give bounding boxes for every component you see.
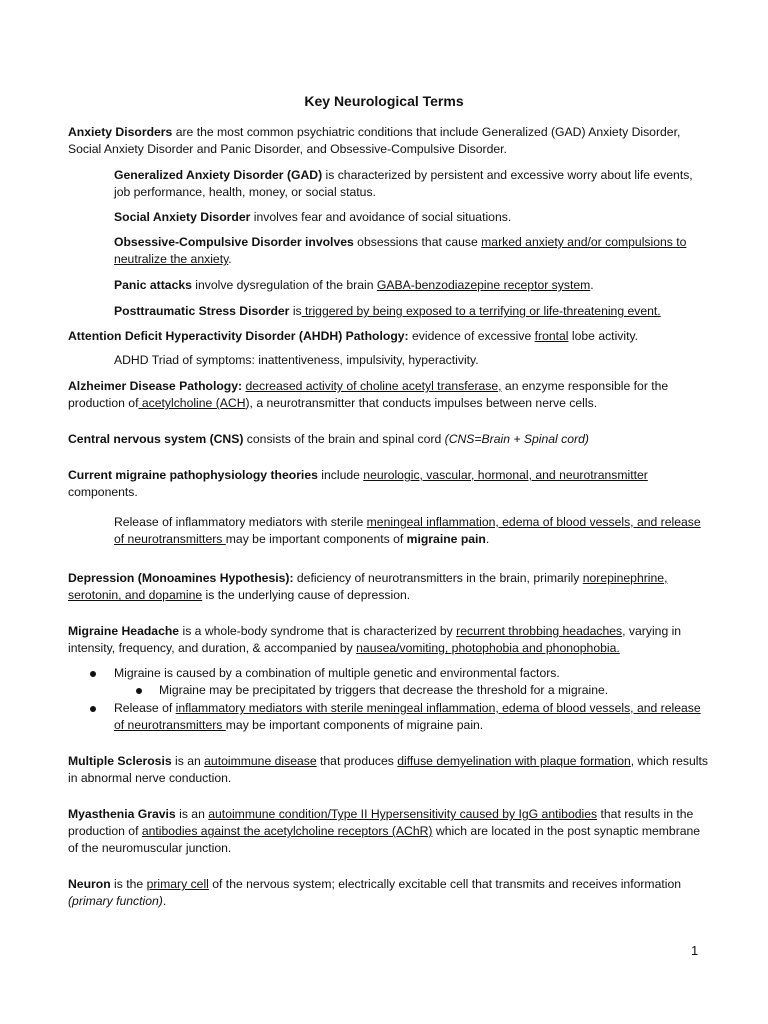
depression-underlined: norepinephrine, serotonin, and dopamine xyxy=(68,571,668,603)
term-ocd: Obsessive-Compulsive Disorder involves xyxy=(114,235,354,249)
term-ms: Multiple Sclerosis xyxy=(68,754,172,768)
bullet-2-text-end: may be important components of migraine pain. xyxy=(225,718,484,733)
term-migraine-headache: Migraine Headache xyxy=(68,624,180,638)
ptsd-underlined: triggered by being exposed to a terrifying or life-threatening event. xyxy=(301,304,661,318)
bullet-2-text: Release of xyxy=(114,701,176,715)
ocd-paragraph xyxy=(114,234,708,268)
bullet-dot xyxy=(90,706,96,712)
term-adhd: Attention Deficit Hyperactivity Disorder (AHDH) Pathology: xyxy=(68,329,409,343)
term-ptsd: Posttraumatic Stress Disorder xyxy=(114,304,290,318)
ms-underlined-1: autoimmune disease xyxy=(204,754,317,768)
neuron-paragraph xyxy=(68,876,708,910)
social-text: involves fear and avoidance of social situations. xyxy=(250,210,512,224)
ms-text: is an xyxy=(171,754,205,768)
term-social: Social Anxiety Disorder xyxy=(114,210,251,224)
cns-italic: (CNS=Brain + Spinal cord) xyxy=(444,432,589,446)
migraine-release-paragraph xyxy=(114,514,708,548)
bullet-dot-nested xyxy=(136,688,142,694)
term-migraine-theory: Current migraine pathophysiology theories xyxy=(68,468,318,482)
migraine-release-text-2: may be important components of xyxy=(225,532,407,547)
bullet-2-underlined: inflammatory mediators with sterile meningeal inflammation, edema of blood vessels, and release of neurotransmitters xyxy=(114,701,701,733)
panic-paragraph xyxy=(114,277,708,294)
gad-paragraph xyxy=(114,167,708,201)
term-neuron: Neuron xyxy=(68,877,111,891)
migraine-theory-text-end: components. xyxy=(68,485,138,500)
panic-text-end: . xyxy=(590,278,594,292)
migraine-release-bold: migraine pain xyxy=(406,532,486,547)
neuron-text-end: . xyxy=(162,894,167,909)
mg-underlined-2: antibodies against the acetylcholine receptors (AChR) xyxy=(141,824,433,839)
adhd-underlined: frontal xyxy=(534,329,569,343)
migraine-theory-text: include xyxy=(317,468,364,482)
ocd-text-end: . xyxy=(228,252,232,267)
migraine-release-text: Release of inflammatory mediators with sterile xyxy=(114,515,367,529)
ms-paragraph xyxy=(68,753,708,787)
adhd-paragraph xyxy=(68,328,708,345)
ocd-underlined: marked anxiety and/or compulsions to neutralize the anxiety xyxy=(114,235,687,267)
anxiety-text: are the most common psychiatric conditions that include Generalized (GAD) Anxiety Disorder, Social Anxiety Disorder and Panic Disorder, and Obsessive-Compulsive Disorder. xyxy=(68,125,681,157)
neuron-underlined: primary cell xyxy=(146,877,209,891)
term-mg: Myasthenia Gravis xyxy=(68,807,176,821)
cns-paragraph xyxy=(68,431,708,448)
mg-underlined-1: autoimmune condition/Type II Hypersensitivity caused by IgG antibodies xyxy=(208,807,598,821)
migraine-headache-paragraph xyxy=(68,623,708,657)
ms-text-2: that produces xyxy=(316,754,398,768)
page-title: Key Neurological Terms xyxy=(304,93,464,109)
migraine-theory-underlined: neurologic, vascular, hormonal, and neurotransmitter xyxy=(363,468,648,482)
neuron-text-2: of the nervous system; electrically excitable cell that transmits and receives information xyxy=(208,877,682,891)
term-anxiety: Anxiety Disorders xyxy=(68,125,173,139)
mg-text-2: that results in the production of xyxy=(68,807,694,839)
alzheimer-paragraph xyxy=(68,378,708,412)
alzheimer-text-end: ), a neurotransmitter that conducts impulses between nerve cells. xyxy=(245,396,598,411)
bullet-item-1: Migraine is caused by a combination of multiple genetic and environmental factors. xyxy=(114,666,560,680)
mg-text: is an xyxy=(175,807,209,821)
neuron-italic: (primary function) xyxy=(68,894,163,909)
page-number: 1 xyxy=(691,943,699,958)
bullet-dot xyxy=(90,671,96,677)
depression-paragraph xyxy=(68,570,708,604)
social-paragraph xyxy=(114,209,708,226)
mg-paragraph xyxy=(68,806,708,858)
term-gad: Generalized Anxiety Disorder (GAD) xyxy=(114,168,323,182)
adhd-text-end: lobe activity. xyxy=(568,329,639,343)
bullet-item-2 xyxy=(114,700,708,734)
bullet-item-1a: Migraine may be precipitated by triggers that decrease the threshold for a migraine. xyxy=(159,683,609,697)
mg-text-end: which are located in the post synaptic membrane of the neuromuscular junction. xyxy=(68,824,701,856)
depression-text-end: is the underlying cause of depression. xyxy=(202,588,411,603)
migraine-release-underlined: meningeal inflammation, edema of blood vessels, and release of neurotransmitters xyxy=(114,515,701,547)
migraine-theory-paragraph xyxy=(68,467,708,501)
ptsd-text: is xyxy=(289,304,302,318)
term-depression: Depression (Monoamines Hypothesis): xyxy=(68,571,294,585)
anxiety-paragraph xyxy=(68,124,708,158)
migraine-release-text-end: . xyxy=(485,532,490,547)
adhd-triad: ADHD Triad of symptoms: inattentiveness, impulsivity, hyperactivity. xyxy=(114,353,479,367)
panic-text: involve dysregulation of the brain xyxy=(191,278,377,292)
migraine-headache-underlined-2: nausea/vomiting, photophobia and phonophobia. xyxy=(356,641,620,656)
alzheimer-text: an enzyme responsible for the production of xyxy=(68,379,669,411)
gad-text: is characterized by persistent and excessive worry about life events, job performance, health, money, or social status. xyxy=(114,168,693,200)
term-alzheimer: Alzheimer Disease Pathology: xyxy=(68,379,243,393)
alzheimer-underlined-2: acetylcholine (ACH xyxy=(138,396,246,411)
ms-underlined-2: diffuse demyelination with plaque formation xyxy=(397,754,631,768)
migraine-headache-underlined-1: recurrent throbbing headaches xyxy=(456,624,623,638)
ptsd-paragraph xyxy=(114,303,708,320)
alzheimer-underlined-1: decreased activity of choline acetyl transferase, xyxy=(245,379,502,393)
cns-text: consists of the brain and spinal cord xyxy=(243,432,445,446)
neuron-text: is the xyxy=(110,877,147,891)
term-cns: Central nervous system (CNS) xyxy=(68,432,244,446)
migraine-headache-text: is a whole-body syndrome that is characterized by xyxy=(179,624,457,638)
ms-text-end: , which results in abnormal nerve conduction. xyxy=(68,754,708,786)
panic-underlined: GABA-benzodiazepine receptor system xyxy=(376,278,591,292)
migraine-headache-text-2: , varying in intensity, frequency, and duration, & accompanied by xyxy=(68,624,682,656)
adhd-text: evidence of excessive xyxy=(408,329,535,343)
ocd-text: obsessions that cause xyxy=(353,235,482,249)
term-panic: Panic attacks xyxy=(114,278,192,292)
depression-text: deficiency of neurotransmitters in the brain, primarily xyxy=(293,571,583,585)
